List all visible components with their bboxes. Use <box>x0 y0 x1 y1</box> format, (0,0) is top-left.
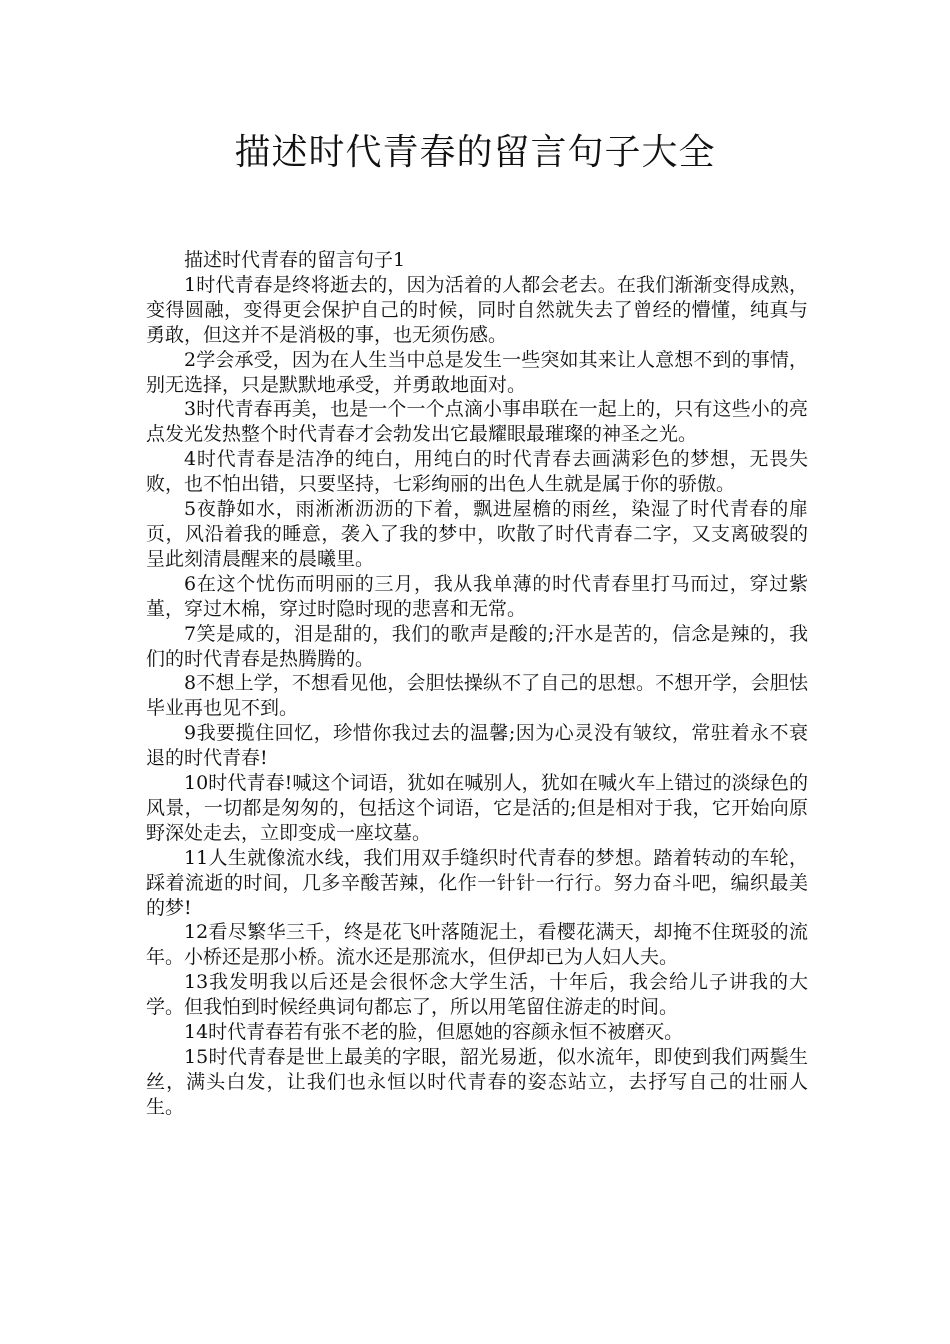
paragraph: 10时代青春!喊这个词语，犹如在喊别人，犹如在喊火车上错过的淡绿色的风景，一切都是匆匆的，包括这个词语，它是活的;但是相对于我，它开始向原野深处走去，立即变成一座坟墓。 <box>146 772 808 844</box>
paragraph: 9我要揽住回忆，珍惜你我过去的温馨;因为心灵没有皱纹，常驻着永不衰退的时代青春! <box>146 722 808 770</box>
document-body <box>146 248 808 1120</box>
paragraph: 1时代青春是终将逝去的，因为活着的人都会老去。在我们渐渐变得成熟，变得圆融，变得更会保护自己的时候，同时自然就失去了曾经的懵懂，纯真与勇敢，但这并不是消极的事，也无须伤感。 <box>146 273 808 346</box>
paragraph: 7笑是咸的，泪是甜的，我们的歌声是酸的;汗水是苦的，信念是辣的，我们的时代青春是热腾腾的。 <box>146 622 808 670</box>
paragraph: 14时代青春若有张不老的脸，但愿她的容颜永恒不被磨灭。 <box>184 1021 684 1044</box>
paragraph: 8不想上学，不想看见他，会胆怯操纵不了自己的思想。不想开学，会胆怯毕业再也见不到。 <box>146 672 808 720</box>
paragraph: 5夜静如水，雨淅淅沥沥的下着，飘进屋檐的雨丝，染湿了时代青春的扉页，风沿着我的睡意，袭入了我的梦中，吹散了时代青春二字，又支离破裂的呈此刻清晨醒来的晨曦里。 <box>146 498 808 570</box>
paragraph: 15时代青春是世上最美的字眼，韶光易逝，似水流年，即使到我们两鬓生丝，满头白发，让我们也永恒以时代青春的姿态站立，去抒写自己的壮丽人生。 <box>146 1046 808 1118</box>
paragraph: 2学会承受，因为在人生当中总是发生一些突如其来让人意想不到的事情，别无选择，只是默默地承受，并勇敢地面对。 <box>146 348 808 396</box>
document-title: 描述时代青春的留言句子大全 <box>234 132 716 173</box>
paragraph: 13我发明我以后还是会很怀念大学生活，十年后，我会给儿子讲我的大学。但我怕到时候经典词句都忘了，所以用笔留住游走的时间。 <box>146 971 808 1019</box>
paragraph: 6在这个忧伤而明丽的三月，我从我单薄的时代青春里打马而过，穿过紫堇，穿过木棉，穿过时隐时现的悲喜和无常。 <box>146 572 808 620</box>
section-heading: 描述时代青春的留言句子1 <box>184 249 406 271</box>
paragraph: 12看尽繁华三千，终是花飞叶落随泥土，看樱花满天，却掩不住斑驳的流年。小桥还是那小桥。流水还是那流水，但伊却已为人妇人夫。 <box>146 921 808 969</box>
paragraph: 3时代青春再美，也是一个一个点滴小事串联在一起上的，只有这些小的亮点发光发热整个时代青春才会勃发出它最耀眼最璀璨的神圣之光。 <box>146 398 808 446</box>
paragraph: 4时代青春是洁净的纯白，用纯白的时代青春去画满彩色的梦想，无畏失败，也不怕出错，只要坚持，七彩绚丽的出色人生就是属于你的骄傲。 <box>146 448 808 496</box>
paragraph: 11人生就像流水线，我们用双手缝织时代青春的梦想。踏着转动的车轮，踩着流逝的时间，几多辛酸苦辣，化作一针针一行行。努力奋斗吧，编织最美的梦! <box>146 846 808 919</box>
